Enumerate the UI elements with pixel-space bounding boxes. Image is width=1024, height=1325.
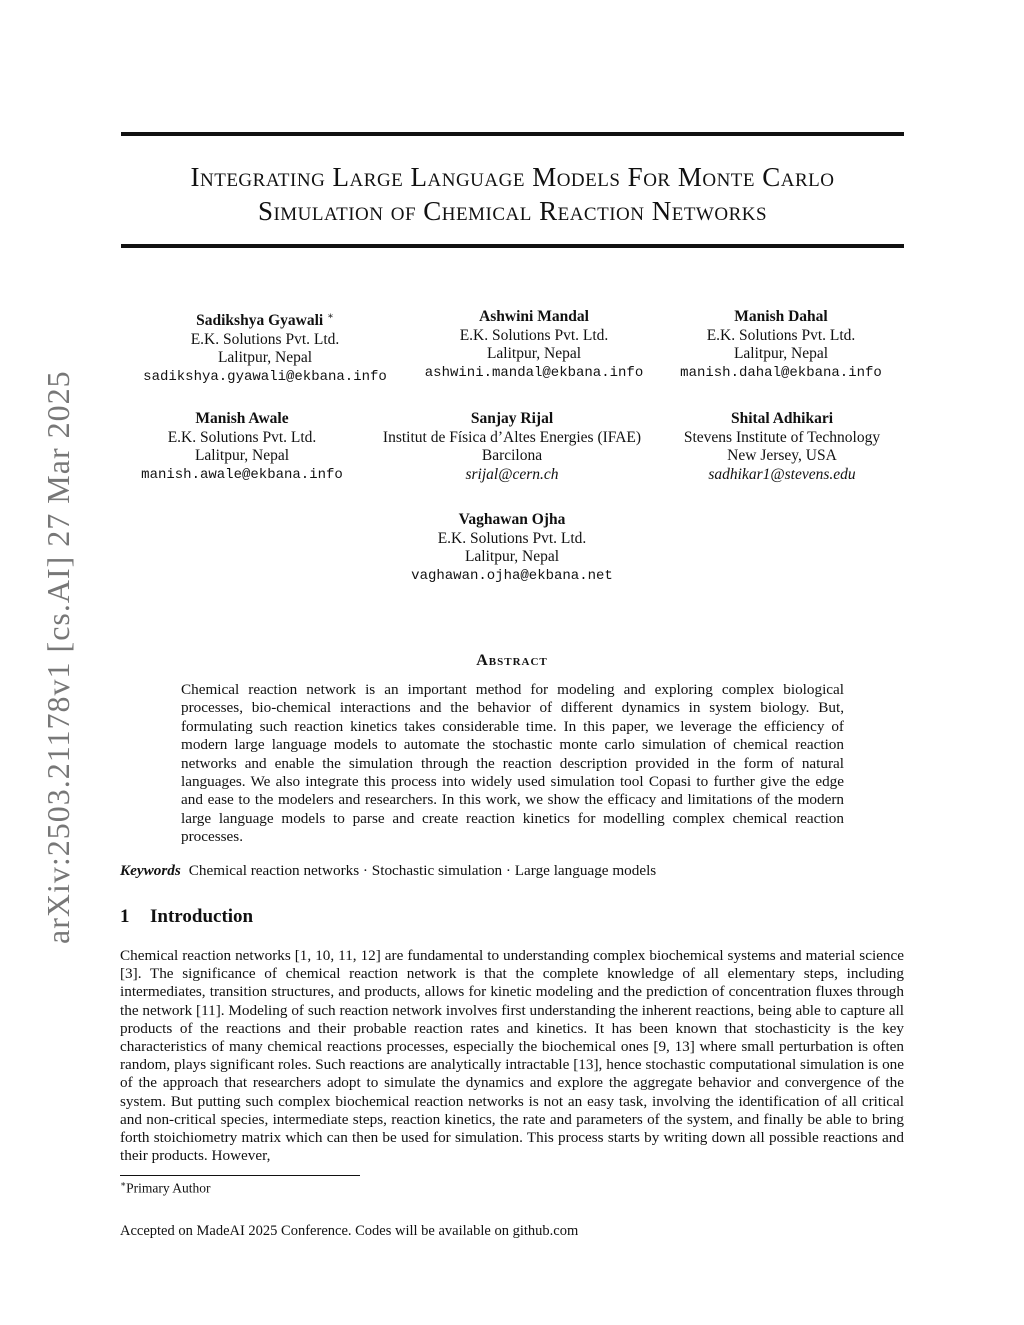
author-location: Lalitpur, Nepal	[486, 345, 582, 362]
author-block	[621, 308, 941, 382]
abstract-text: Chemical reaction network is an important method for modeling and exploring complex biological processes, bio-chemical interactions and the behavior of different dynamics in system biology. But, formulating such reaction kinetics takes considerable time. In this paper, we leverage the efficiency of modern large language models to automate the stochastic monte carlo simulation of chemical reaction networks and enable the simulation through the reaction description provided in the form of natural languages. We also integrate this process into widely used simulation tool Copasi to further give the edge and ease to the modelers and researchers. In this work, we show the efficacy and limitations of the modern large language models to parse and create reaction kinetics for modelling complex chemical reaction processes.	[181, 681, 844, 846]
title-line-1: Integrating Large Language Models For Monte Carlo	[190, 162, 835, 192]
author-email[interactable]: manish.awale@ekbana.info	[141, 466, 343, 483]
author-location: Lalitpur, Nepal	[733, 345, 829, 362]
author-name: Shital Adhikari	[730, 410, 834, 427]
author-email[interactable]: srijal@cern.ch	[465, 465, 559, 483]
footnote-mark: ∗	[120, 1179, 127, 1189]
author-affiliation: Stevens Institute of Technology	[683, 428, 881, 446]
paper-title	[121, 160, 904, 228]
section-number: 1	[120, 906, 130, 927]
author-location: Lalitpur, Nepal	[217, 349, 313, 367]
author-name: Manish Dahal	[734, 308, 828, 325]
author-affiliation: E.K. Solutions Pvt. Ltd.	[190, 330, 340, 348]
keywords-text: Chemical reaction networks · Stochastic simulation · Large language models	[188, 862, 657, 879]
author-affiliation: E.K. Solutions Pvt. Ltd.	[459, 326, 609, 344]
keywords-line	[120, 862, 656, 880]
author-name: Vaghawan Ojha	[458, 511, 566, 528]
author-location: Lalitpur, Nepal	[194, 447, 290, 464]
author-email[interactable]: vaghawan.ojha@ekbana.net	[411, 567, 613, 584]
footnote-text: Primary Author	[126, 1180, 211, 1196]
footnote	[120, 1179, 211, 1197]
arxiv-identifier[interactable]: arXiv:2503.21178v1 [cs.AI] 27 Mar 2025	[40, 370, 76, 944]
author-affiliation: Institut de Física d’Altes Energies (IFAE)	[382, 428, 642, 446]
author-affiliation: E.K. Solutions Pvt. Ltd.	[167, 428, 317, 446]
author-block	[622, 410, 942, 484]
section-body-text: Chemical reaction networks [1, 10, 11, 12] are fundamental to understanding complex biochemical systems and material science [3]. The significance of chemical reaction network is that the complete knowledge of all elementary steps, including intermediates, transition structures, and products, allows for kinetic modeling and the prediction of concentration fluxes through the network [11]. Modeling of such reaction network involves first understanding the inherent reactions, being able to capture all products of the reactions and their probable reaction rates and kinetics. It has been known that stochasticity is the key characteristics of many chemical reactions processes, especially the biochemical ones [9, 13] where small perturbation is often random, plays significant roles. Such reactions are analytically intractable [13], hence stochastic computational simulation is one of the approach that researchers adopt to simulate the dynamics and explore the aggregate behavior and convergence of the system. But putting such complex biochemical reaction networks is not an easy task, involving the identification of all critical and non-critical species, intermediate steps, reaction kinetics, the rate and parameters of the system, and finally be able to bring forth stoichiometry matrix which can then be used for simulation. This process starts by writing down all possible reactions and their products. However,	[120, 947, 904, 1165]
author-footnote-mark: ∗	[327, 311, 334, 322]
author-name: Manish Awale	[195, 410, 289, 427]
author-location: Barcilona	[481, 447, 543, 464]
author-affiliation: E.K. Solutions Pvt. Ltd.	[706, 326, 856, 344]
author-name: Ashwini Mandal	[479, 308, 589, 325]
author-location: Lalitpur, Nepal	[464, 548, 560, 565]
author-email[interactable]: ashwini.mandal@ekbana.info	[424, 364, 644, 381]
abstract-heading: Abstract	[476, 652, 548, 669]
footnote-rule	[120, 1175, 360, 1176]
section-heading	[120, 906, 253, 928]
author-affiliation: E.K. Solutions Pvt. Ltd.	[437, 529, 587, 547]
author-name: Sadikshya Gyawali	[196, 312, 324, 330]
title-line-2: Simulation of Chemical Reaction Networks	[257, 196, 768, 226]
author-email[interactable]: sadhikar1@stevens.edu	[708, 465, 856, 483]
title-bottom-rule	[121, 244, 904, 248]
section-title: Introduction	[150, 906, 254, 927]
author-email[interactable]: manish.dahal@ekbana.info	[680, 364, 882, 381]
author-location: New Jersey, USA	[727, 447, 837, 464]
author-email[interactable]: sadikshya.gyawali@ekbana.info	[143, 368, 387, 385]
title-top-rule	[121, 132, 904, 136]
author-block	[352, 511, 672, 585]
keywords-label: Keywords	[120, 862, 181, 879]
page-footer: Accepted on MadeAI 2025 Conference. Codes will be available on github.com	[120, 1223, 579, 1239]
author-name: Sanjay Rijal	[470, 410, 554, 427]
